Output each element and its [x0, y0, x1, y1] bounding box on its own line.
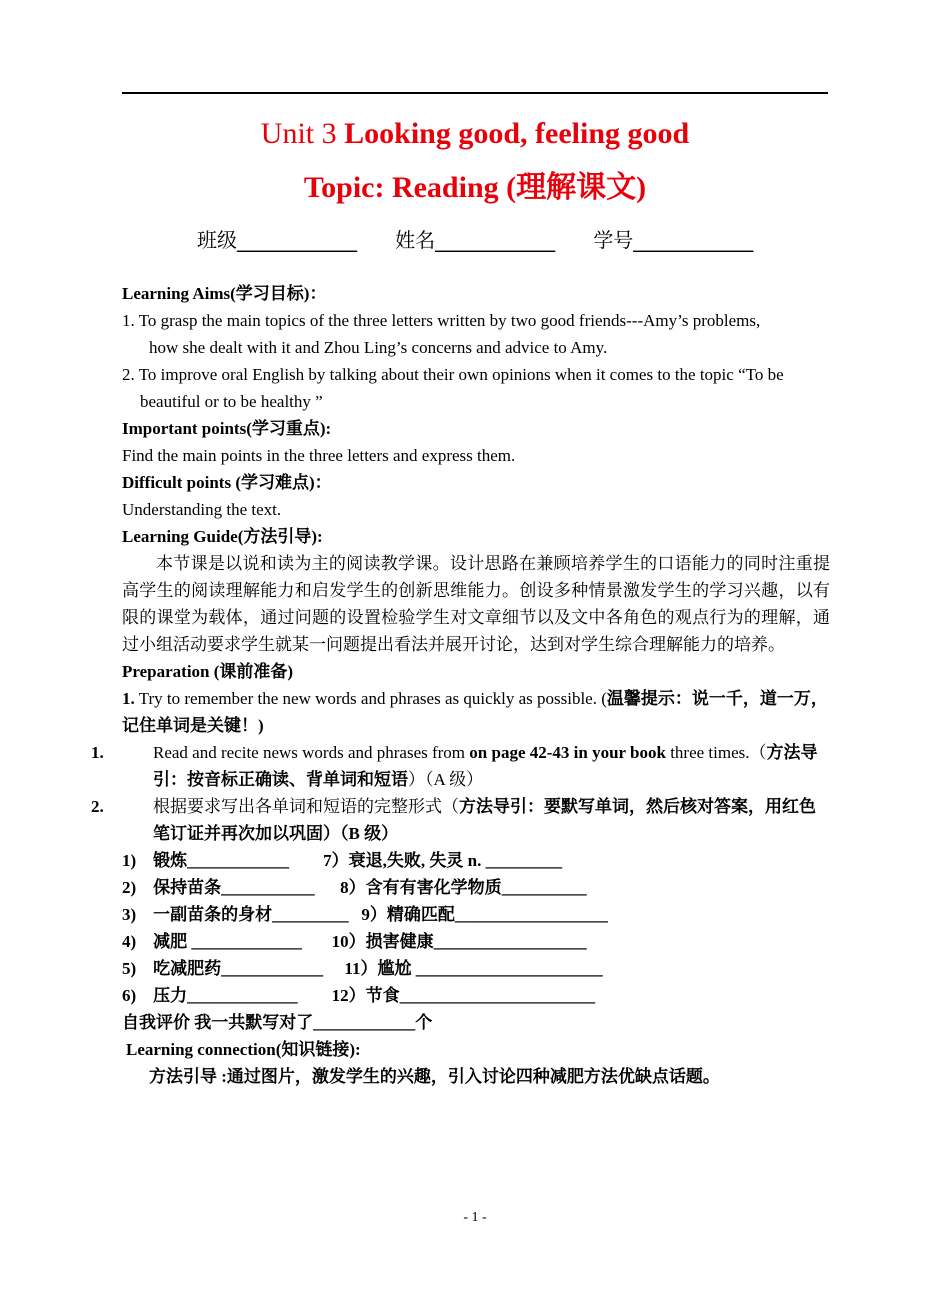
vocab-row-1: 1) 锻炼____________ 7）衰退,失败, 失灵 n. _________ [122, 851, 563, 870]
aim-2-line-2: beautiful or to be healthy ” [140, 392, 323, 411]
connection-heading: Learning connection(知识链接): [126, 1040, 361, 1059]
student-info [197, 226, 753, 254]
vocab-row-3: 3) 一副苗条的身材_________ 9）精确匹配__________________ [122, 905, 608, 924]
prep-1-text: Try to remember the new words and phrases as quickly as possible. ( [134, 689, 607, 708]
aim-1-line-1: 1. To grasp the main topics of the three letters written by two good friends---Amy’s problems, [122, 311, 761, 330]
vocab-row-6: 6) 压力_____________ 12）节食_______________________ [122, 986, 596, 1005]
unit-title [0, 114, 950, 154]
topic-title: Topic: Reading (理解课文) [303, 171, 647, 204]
important-text: Find the main points in the three letters and express them. [122, 446, 516, 465]
vocab-row-5: 5) 吃减肥药____________ 11）尴尬 ______________________ [122, 959, 603, 978]
header-rule [122, 92, 828, 94]
step-1-text-a: Read and recite news words and phrases from [153, 743, 470, 762]
self-evaluation: 自我评价 我一共默写对了____________个 [122, 1013, 433, 1032]
step-1 [91, 739, 830, 793]
class-field: 班级____________ [197, 228, 357, 252]
connection-text: 方法引导 :通过图片，激发学生的兴趣，引入讨论四种减肥方法优缺点话题。 [149, 1067, 720, 1086]
name-field: 姓名____________ [395, 228, 556, 252]
prep-1-tip: 温馨提示：说一千，道一万，记住单词是关键！) [122, 689, 828, 735]
step-1-number: 1. [91, 743, 104, 762]
vocab-row-4: 4) 减肥 _____________ 10）损害健康__________________ [122, 932, 587, 951]
step-2-tip: 方法导引：要默写单词，然后核对答案，用红色笔订证并再次加以巩固）（B 级） [153, 797, 816, 843]
preparation-heading: Preparation (课前准备) [122, 662, 294, 681]
prep-1-number: 1. [122, 689, 135, 708]
step-1-level: ）（A 级） [408, 770, 484, 789]
aim-2-line-1: 2. To improve oral English by talking about their own opinions when it comes to the topic “To be [122, 365, 784, 384]
aims-heading: Learning Aims(学习目标)： [122, 284, 327, 303]
guide-heading: Learning Guide(方法引导): [122, 527, 323, 546]
id-field: 学号____________ [593, 228, 754, 252]
vocab-row-2: 2) 保持苗条___________ 8）含有有害化学物质__________ [122, 878, 587, 897]
important-heading: Important points(学习重点): [122, 419, 332, 438]
step-2-text: 根据要求写出各单词和短语的完整形式（ [153, 797, 459, 816]
document-body [91, 280, 830, 1090]
step-1-pages: on page 42-43 in your book [469, 743, 666, 762]
difficult-heading: Difficult points (学习难点)： [122, 473, 332, 492]
step-2 [91, 793, 830, 847]
difficult-text: Understanding the text. [122, 500, 282, 519]
step-2-number: 2. [91, 797, 104, 816]
unit-main-title: Looking good, feeling good [344, 117, 690, 150]
step-1-tip: 方法导引：按音标正确读、背单词和短语 [153, 743, 818, 789]
aim-1-line-2: how she dealt with it and Zhou Ling’s concerns and advice to Amy. [149, 338, 608, 357]
step-1-text-b: three times.（ [665, 743, 767, 762]
page-number: - 1 - [463, 1210, 487, 1225]
unit-label: Unit 3 [260, 117, 345, 150]
preparation-item-1 [122, 685, 830, 739]
guide-text: 本节课是以说和读为主的阅读教学课。设计思路在兼顾培养学生的口语能力的同时注重提高学生的阅读理解能力和启发学生的创新思维能力。创设多种情景激发学生的学习兴趣，以有限的课堂为载体，通过问题的设置检验学生对文章细节以及文中各角色的观点行为的理解，通过小组活动要求学生就某一问题提出看法并展开讨论，达到对学生综合理解能力的培养。 [122, 554, 830, 654]
